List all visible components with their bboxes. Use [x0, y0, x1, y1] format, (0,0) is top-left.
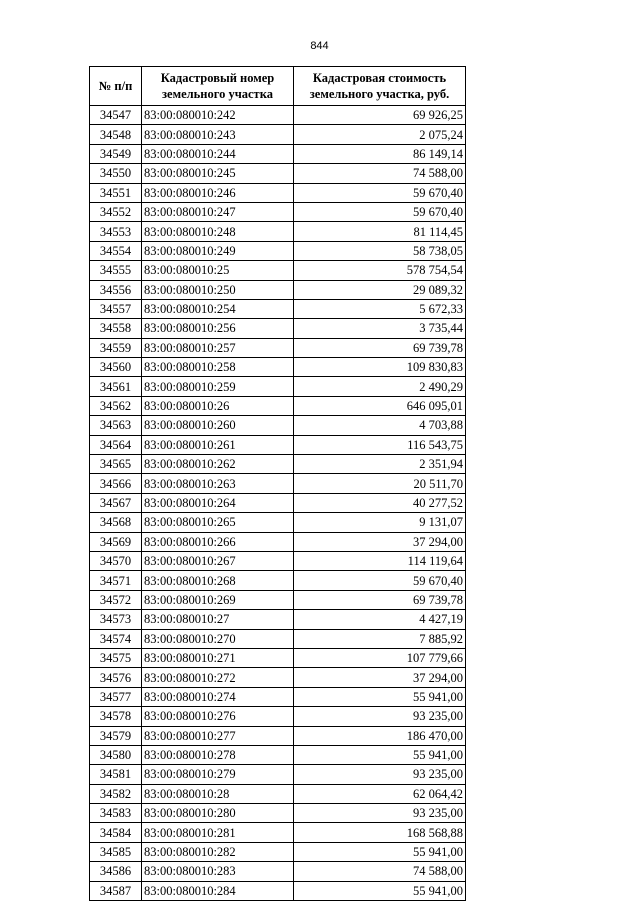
- row-number: 34548: [90, 125, 142, 144]
- cadastral-number: 83:00:080010:267: [142, 551, 294, 570]
- cadastral-value: 107 779,66: [294, 648, 466, 667]
- cadastral-number: 83:00:080010:247: [142, 202, 294, 221]
- row-number: 34561: [90, 377, 142, 396]
- cadastral-value: 578 754,54: [294, 261, 466, 280]
- cadastral-number: 83:00:080010:261: [142, 435, 294, 454]
- cadastral-value: 40 277,52: [294, 493, 466, 512]
- table-row: [90, 261, 466, 280]
- cadastral-value: 55 941,00: [294, 881, 466, 900]
- row-number: 34558: [90, 319, 142, 338]
- cadastral-value: 93 235,00: [294, 804, 466, 823]
- row-number: 34555: [90, 261, 142, 280]
- cadastral-value: 9 131,07: [294, 513, 466, 532]
- cadastral-value: 20 511,70: [294, 474, 466, 493]
- cadastral-value: 69 739,78: [294, 338, 466, 357]
- row-number: 34551: [90, 183, 142, 202]
- row-number: 34581: [90, 765, 142, 784]
- row-number: 34562: [90, 396, 142, 415]
- cadastral-number: 83:00:080010:254: [142, 299, 294, 318]
- row-number: 34547: [90, 106, 142, 125]
- table-row: [90, 474, 466, 493]
- cadastral-value: 5 672,33: [294, 299, 466, 318]
- cadastral-number: 83:00:080010:26: [142, 396, 294, 415]
- row-number: 34587: [90, 881, 142, 900]
- table-row: [90, 493, 466, 512]
- cadastral-value: 58 738,05: [294, 241, 466, 260]
- cadastral-value: 55 941,00: [294, 687, 466, 706]
- cadastral-value: 186 470,00: [294, 726, 466, 745]
- cadastral-number: 83:00:080010:270: [142, 629, 294, 648]
- row-number: 34553: [90, 222, 142, 241]
- table-row: [90, 668, 466, 687]
- cadastral-value: 168 568,88: [294, 823, 466, 842]
- row-number: 34565: [90, 455, 142, 474]
- table-row: [90, 784, 466, 803]
- cadastral-value: 55 941,00: [294, 745, 466, 764]
- cadastral-number: 83:00:080010:246: [142, 183, 294, 202]
- cadastral-value: 116 543,75: [294, 435, 466, 454]
- cadastral-number: 83:00:080010:243: [142, 125, 294, 144]
- cadastral-number: 83:00:080010:257: [142, 338, 294, 357]
- row-number: 34574: [90, 629, 142, 648]
- cadastral-value: 59 670,40: [294, 202, 466, 221]
- row-number: 34586: [90, 862, 142, 881]
- table-row: [90, 823, 466, 842]
- table-row: [90, 435, 466, 454]
- row-number: 34582: [90, 784, 142, 803]
- cadastral-number: 83:00:080010:28: [142, 784, 294, 803]
- header-row: [90, 67, 466, 106]
- cadastral-number: 83:00:080010:276: [142, 707, 294, 726]
- table-row: [90, 338, 466, 357]
- table-row: [90, 280, 466, 299]
- table-row: [90, 629, 466, 648]
- cadastral-value: 62 064,42: [294, 784, 466, 803]
- page-number: 844: [310, 40, 329, 52]
- cadastral-number: 83:00:080010:25: [142, 261, 294, 280]
- row-number: 34556: [90, 280, 142, 299]
- cadastral-number: 83:00:080010:282: [142, 842, 294, 861]
- cadastral-value: 4 427,19: [294, 610, 466, 629]
- table-row: [90, 532, 466, 551]
- table-row: [90, 358, 466, 377]
- table-row: [90, 804, 466, 823]
- row-number: 34552: [90, 202, 142, 221]
- table-row: [90, 571, 466, 590]
- cadastral-value: 93 235,00: [294, 765, 466, 784]
- row-number: 34584: [90, 823, 142, 842]
- row-number: 34583: [90, 804, 142, 823]
- table-row: [90, 687, 466, 706]
- cadastral-number: 83:00:080010:283: [142, 862, 294, 881]
- row-number: 34557: [90, 299, 142, 318]
- cadastral-value: 74 588,00: [294, 862, 466, 881]
- table-row: [90, 455, 466, 474]
- cadastral-number: 83:00:080010:248: [142, 222, 294, 241]
- cadastral-value: 2 490,29: [294, 377, 466, 396]
- cadastral-number: 83:00:080010:279: [142, 765, 294, 784]
- table-row: [90, 396, 466, 415]
- cadastral-value: 69 739,78: [294, 590, 466, 609]
- table-row: [90, 513, 466, 532]
- cadastral-number: 83:00:080010:242: [142, 106, 294, 125]
- row-number: 34578: [90, 707, 142, 726]
- row-number: 34549: [90, 144, 142, 163]
- cadastral-value: 93 235,00: [294, 707, 466, 726]
- cadastral-value: 4 703,88: [294, 416, 466, 435]
- cadastral-number: 83:00:080010:280: [142, 804, 294, 823]
- cadastral-value: 59 670,40: [294, 571, 466, 590]
- row-number: 34576: [90, 668, 142, 687]
- cadastral-number: 83:00:080010:258: [142, 358, 294, 377]
- cadastral-number: 83:00:080010:250: [142, 280, 294, 299]
- header-number: № п/п: [90, 67, 142, 106]
- table-body: [90, 106, 466, 901]
- cadastral-value: 55 941,00: [294, 842, 466, 861]
- row-number: 34560: [90, 358, 142, 377]
- row-number: 34564: [90, 435, 142, 454]
- table-row: [90, 862, 466, 881]
- cadastral-number: 83:00:080010:249: [142, 241, 294, 260]
- row-number: 34554: [90, 241, 142, 260]
- row-number: 34572: [90, 590, 142, 609]
- cadastral-value: 114 119,64: [294, 551, 466, 570]
- row-number: 34579: [90, 726, 142, 745]
- table-header: [90, 67, 466, 106]
- header-cadastral-number: Кадастровый номер земельного участка: [142, 67, 294, 106]
- row-number: 34550: [90, 164, 142, 183]
- cadastral-value: 37 294,00: [294, 532, 466, 551]
- table-row: [90, 765, 466, 784]
- cadastral-number: 83:00:080010:269: [142, 590, 294, 609]
- cadastral-number: 83:00:080010:264: [142, 493, 294, 512]
- table-row: [90, 125, 466, 144]
- cadastral-value: 3 735,44: [294, 319, 466, 338]
- table-row: [90, 222, 466, 241]
- cadastral-value-table: [89, 66, 466, 901]
- cadastral-number: 83:00:080010:272: [142, 668, 294, 687]
- table-row: [90, 241, 466, 260]
- table-row: [90, 590, 466, 609]
- table-row: [90, 416, 466, 435]
- cadastral-value: 2 075,24: [294, 125, 466, 144]
- table-row: [90, 881, 466, 900]
- table-row: [90, 726, 466, 745]
- cadastral-number: 83:00:080010:274: [142, 687, 294, 706]
- cadastral-number: 83:00:080010:245: [142, 164, 294, 183]
- cadastral-value: 69 926,25: [294, 106, 466, 125]
- row-number: 34567: [90, 493, 142, 512]
- cadastral-value: 2 351,94: [294, 455, 466, 474]
- cadastral-number: 83:00:080010:262: [142, 455, 294, 474]
- cadastral-number: 83:00:080010:27: [142, 610, 294, 629]
- row-number: 34566: [90, 474, 142, 493]
- cadastral-value: 86 149,14: [294, 144, 466, 163]
- row-number: 34577: [90, 687, 142, 706]
- row-number: 34575: [90, 648, 142, 667]
- row-number: 34580: [90, 745, 142, 764]
- table-row: [90, 842, 466, 861]
- cadastral-value: 59 670,40: [294, 183, 466, 202]
- row-number: 34569: [90, 532, 142, 551]
- cadastral-number: 83:00:080010:284: [142, 881, 294, 900]
- table-row: [90, 319, 466, 338]
- table-row: [90, 551, 466, 570]
- table-row: [90, 610, 466, 629]
- table-row: [90, 202, 466, 221]
- cadastral-value: 109 830,83: [294, 358, 466, 377]
- cadastral-number: 83:00:080010:266: [142, 532, 294, 551]
- row-number: 34559: [90, 338, 142, 357]
- cadastral-value: 74 588,00: [294, 164, 466, 183]
- cadastral-value: 29 089,32: [294, 280, 466, 299]
- cadastral-value: 81 114,45: [294, 222, 466, 241]
- table-row: [90, 377, 466, 396]
- cadastral-number: 83:00:080010:260: [142, 416, 294, 435]
- cadastral-number: 83:00:080010:244: [142, 144, 294, 163]
- table-row: [90, 164, 466, 183]
- cadastral-number: 83:00:080010:265: [142, 513, 294, 532]
- row-number: 34570: [90, 551, 142, 570]
- table-row: [90, 144, 466, 163]
- cadastral-number: 83:00:080010:277: [142, 726, 294, 745]
- row-number: 34568: [90, 513, 142, 532]
- cadastral-value: 7 885,92: [294, 629, 466, 648]
- row-number: 34563: [90, 416, 142, 435]
- table-row: [90, 106, 466, 125]
- cadastral-number: 83:00:080010:271: [142, 648, 294, 667]
- table-row: [90, 745, 466, 764]
- row-number: 34571: [90, 571, 142, 590]
- cadastral-number: 83:00:080010:281: [142, 823, 294, 842]
- table-row: [90, 707, 466, 726]
- cadastral-value: 37 294,00: [294, 668, 466, 687]
- row-number: 34585: [90, 842, 142, 861]
- cadastral-value: 646 095,01: [294, 396, 466, 415]
- table-row: [90, 183, 466, 202]
- row-number: 34573: [90, 610, 142, 629]
- cadastral-number: 83:00:080010:256: [142, 319, 294, 338]
- cadastral-number: 83:00:080010:278: [142, 745, 294, 764]
- cadastral-number: 83:00:080010:259: [142, 377, 294, 396]
- table-row: [90, 299, 466, 318]
- header-cadastral-value: Кадастровая стоимость земельного участка, руб.: [294, 67, 466, 106]
- cadastral-number: 83:00:080010:268: [142, 571, 294, 590]
- cadastral-number: 83:00:080010:263: [142, 474, 294, 493]
- table-row: [90, 648, 466, 667]
